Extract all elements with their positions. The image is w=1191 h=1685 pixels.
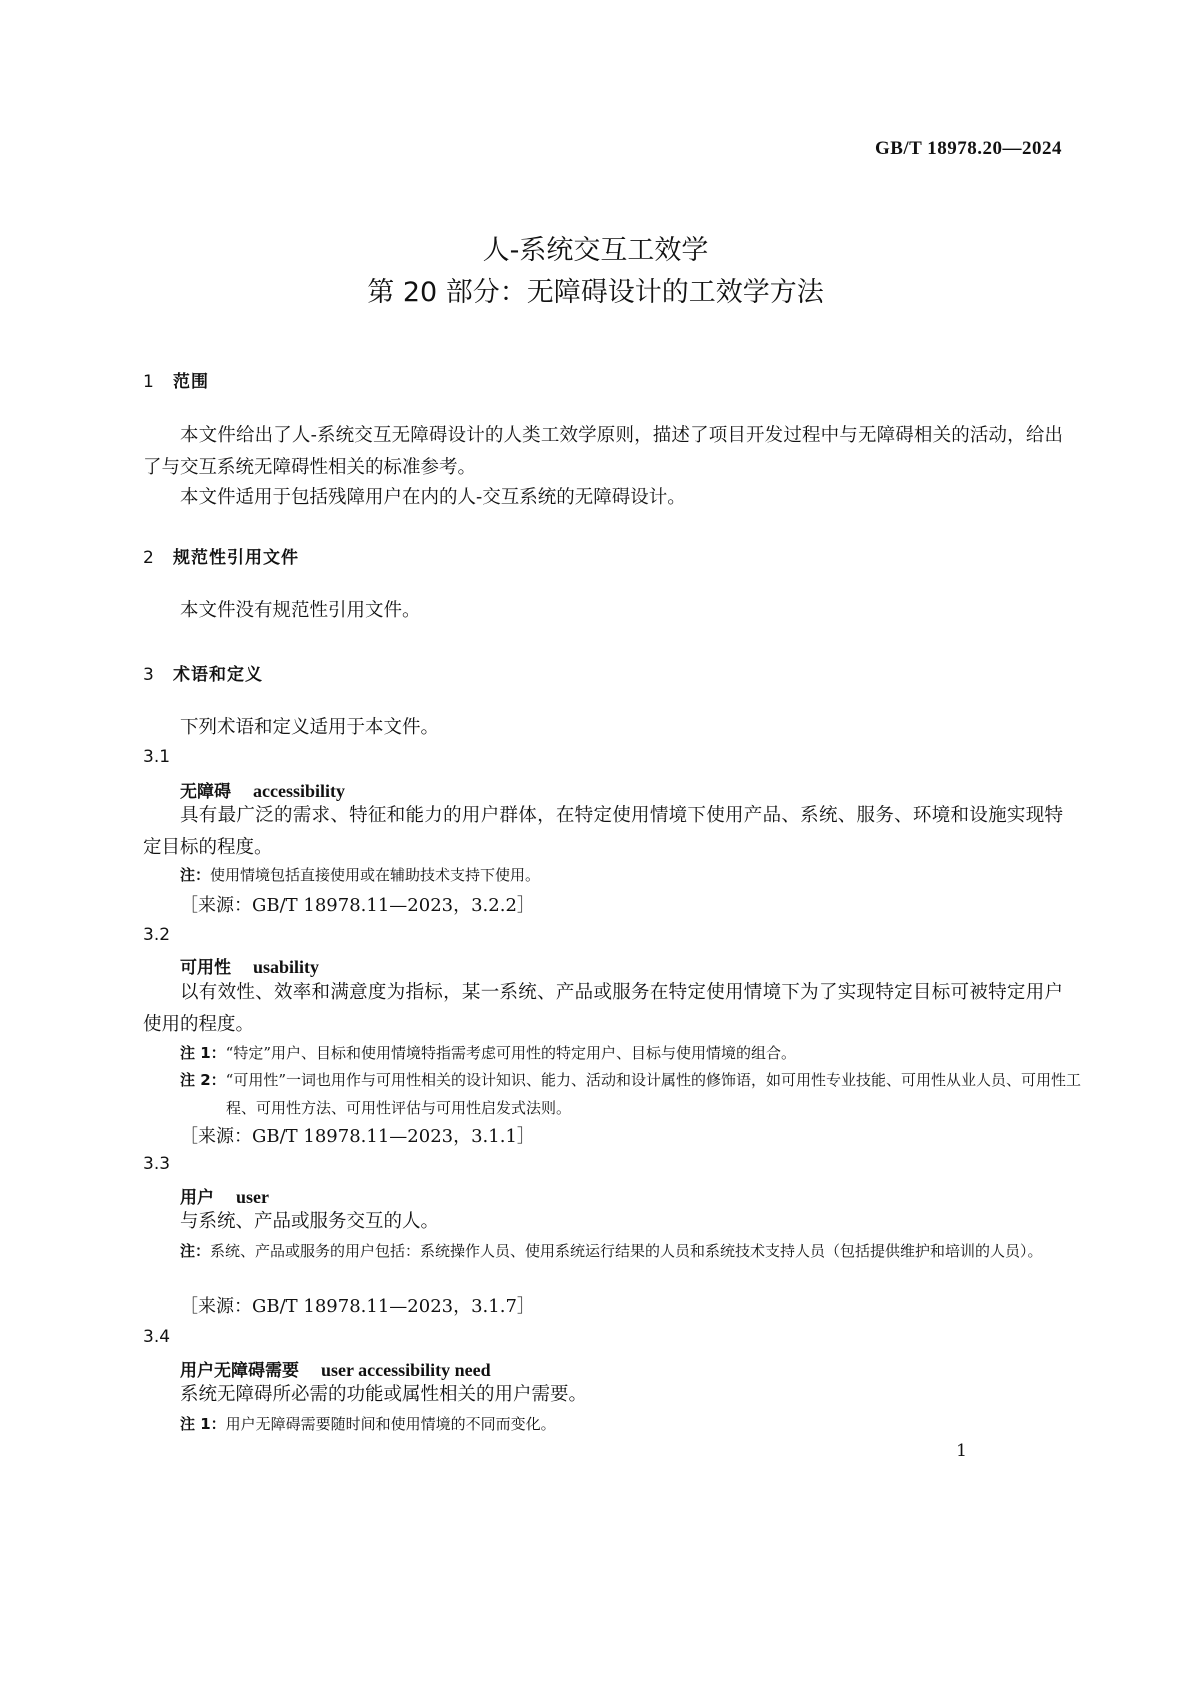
section-title: 术语和定义: [173, 665, 263, 685]
term-zh: 用户: [180, 1188, 214, 1208]
note-label: 注 1：: [180, 1415, 226, 1433]
term-3-4: [180, 1356, 491, 1381]
standard-number: GB/T 18978.20—2024: [874, 138, 1062, 159]
section-number: 3: [143, 665, 155, 685]
term-en: accessibility: [253, 781, 345, 801]
term-3-2-note-1: [180, 1039, 1106, 1067]
term-en: user: [236, 1187, 269, 1207]
note-text: “特定”用户、目标和使用情境特指需考虑可用性的特定用户、目标与使用情境的组合。: [225, 1044, 797, 1062]
term-3-3-source: ［来源：GB/T 18978.11—2023，3.1.7］: [180, 1296, 535, 1317]
section-1-paragraph-1: 本文件给出了人-系统交互无障碍设计的人类工效学原则，描述了项目开发过程中与无障碍相关的活动，给出了与交互系统无障碍性相关的标准参考。: [143, 425, 1063, 478]
term-3-3-definition: 与系统、产品或服务交互的人。: [180, 1211, 440, 1232]
term-3-1-source: ［来源：GB/T 18978.11—2023，3.2.2］: [180, 895, 535, 916]
note-text: “可用性”一词也用作与可用性相关的设计知识、能力、活动和设计属性的修饰语，如可用性专业技能、可用性从业人员、可用性工程、可用性方法、可用性评估与可用性启发式法则。: [225, 1071, 1082, 1117]
note-label: 注：: [180, 1242, 211, 1260]
term-zh: 可用性: [180, 958, 231, 978]
term-3-1-definition: 具有最广泛的需求、特征和能力的用户群体，在特定使用情境下使用产品、系统、服务、环境和设施实现特定目标的程度。: [143, 805, 1063, 858]
section-2-heading: [143, 543, 299, 568]
term-3-4-note-1: [180, 1410, 1106, 1438]
note-label: 注 2：: [180, 1071, 226, 1089]
section-number: 1: [143, 372, 155, 392]
title-line-1: 人-系统交互工效学: [482, 235, 709, 266]
term-3-1-note: [180, 861, 1094, 889]
term-zh: 无障碍: [180, 782, 231, 802]
section-2-paragraph-1: 本文件没有规范性引用文件。: [180, 600, 421, 621]
title-line-2: 第 20 部分：无障碍设计的工效学方法: [367, 277, 824, 308]
note-text: 系统、产品或服务的用户包括：系统操作人员、使用系统运行结果的人员和系统技术支持人员（包括提供维护和培训的人员）。: [210, 1242, 1043, 1260]
term-3-2: [180, 953, 319, 978]
term-3-2-source: ［来源：GB/T 18978.11—2023，3.1.1］: [180, 1126, 535, 1147]
term-3-3: [180, 1183, 269, 1208]
term-zh: 用户无障碍需要: [180, 1361, 299, 1381]
section-3-paragraph-1: 下列术语和定义适用于本文件。: [180, 717, 440, 738]
note-label: 注：: [180, 866, 211, 884]
section-3-heading: [143, 660, 263, 685]
clause-3-1-number: 3.1: [143, 747, 171, 767]
section-number: 2: [143, 548, 155, 568]
term-3-1: [180, 777, 345, 802]
clause-3-2-number: 3.2: [143, 925, 171, 945]
section-1-paragraph-2: 本文件适用于包括残障用户在内的人-交互系统的无障碍设计。: [180, 487, 686, 508]
section-title: 规范性引用文件: [173, 548, 299, 568]
term-3-3-note: [180, 1237, 1094, 1265]
clause-3-4-number: 3.4: [143, 1327, 171, 1347]
term-3-4-definition: 系统无障碍所必需的功能或属性相关的用户需要。: [180, 1384, 588, 1405]
section-title: 范围: [173, 372, 209, 392]
clause-3-3-number: 3.3: [143, 1154, 171, 1174]
note-text: 使用情境包括直接使用或在辅助技术支持下使用。: [210, 866, 541, 884]
note-text: 用户无障碍需要随时间和使用情境的不同而变化。: [225, 1415, 556, 1433]
term-en: usability: [253, 957, 320, 977]
page-number: 1: [956, 1441, 967, 1461]
section-1-heading: [143, 367, 209, 392]
term-3-2-note-2: [180, 1066, 1106, 1122]
term-3-2-definition: 以有效性、效率和满意度为指标，某一系统、产品或服务在特定使用情境下为了实现特定目标可被特定用户使用的程度。: [143, 982, 1063, 1035]
term-en: user accessibility need: [321, 1360, 491, 1380]
note-label: 注 1：: [180, 1044, 226, 1062]
